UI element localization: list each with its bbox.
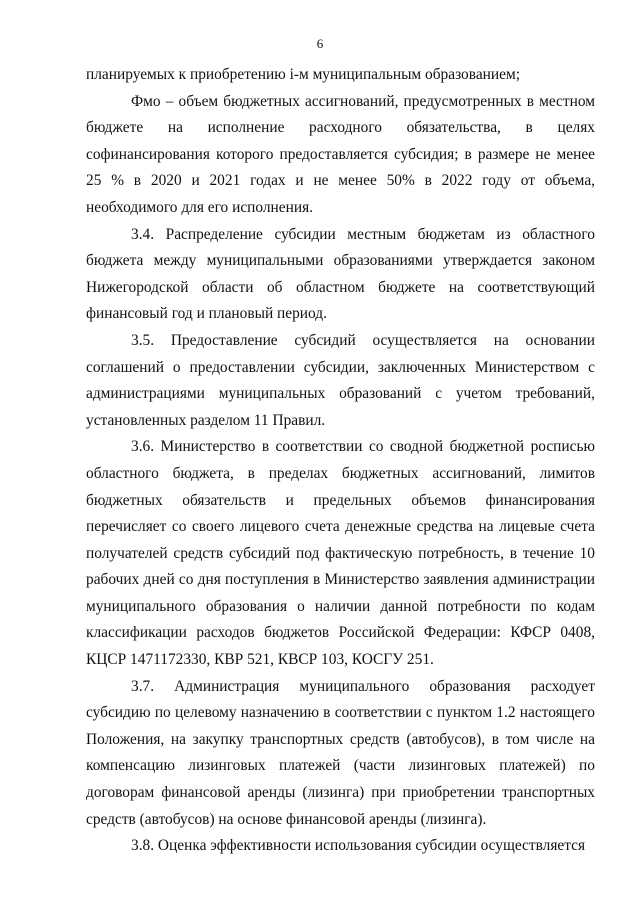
paragraph-3-7: 3.7. Администрация муниципального образования расходует субсидию по целевому назначению в соответствии с пунктом 1.2 настоящего Положения, на закупку транспортных средств (автобусов), в том числе на компенсацию лизинговых платежей (части лизинговых платежей) по договорам финансовой аренды (лизинга) при приобретении транспортных средств (автобусов) на основе финансовой аренды (лизинга). — [86, 677, 595, 828]
paragraph-3-6: 3.6. Министерство в соответствии со сводной бюджетной росписью областного бюджета, в пределах бюджетных ассигнований, лимитов бюджетных обязательств и предельных объемов финансирования перечисляет со своего лицевого счета денежные средства на лицевые счета получателей средств субсидий под фактическую потребность, в течение 10 рабочих дней со дня поступления в Министерство заявления администрации муниципального образования о наличии данной потребности по кодам классификации расходов бюджетов Российской Федерации: КФСР 0408, КЦСР 1471172330, КВР 521, КВСР 103, КОСГУ 251. — [86, 438, 595, 669]
paragraph-fmo-definition: Фмо – объем бюджетных ассигнований, предусмотренных в местном бюджете на исполнение расходного обязательства, в целях софинансирования которого предоставляется субсидия; в размере не менее 25 % в 2020 и 2021 годах и не менее 50% в 2022 году от объема, необходимого для его исполнения. — [86, 92, 595, 216]
page-number: 6 — [316, 36, 324, 51]
document-body — [86, 62, 595, 860]
paragraph-continuation: планируемых к приобретению i-м муниципальным образованием; — [86, 66, 520, 83]
paragraph-3-8: 3.8. Оценка эффективности использования субсидии осуществляется — [131, 837, 586, 855]
paragraph-3-4: 3.4. Распределение субсидии местным бюджетам из областного бюджета между муниципальными образованиями утверждается законом Нижегородской области об областном бюджете на соответствующий финансовый год и плановый период. — [86, 225, 595, 323]
paragraph-3-5: 3.5. Предоставление субсидий осуществляется на основании соглашений о предоставлении субсидии, заключенных Министерством с администрациями муниципальных образований с учетом требований, установленных разделом 11 Правил. — [86, 331, 595, 429]
